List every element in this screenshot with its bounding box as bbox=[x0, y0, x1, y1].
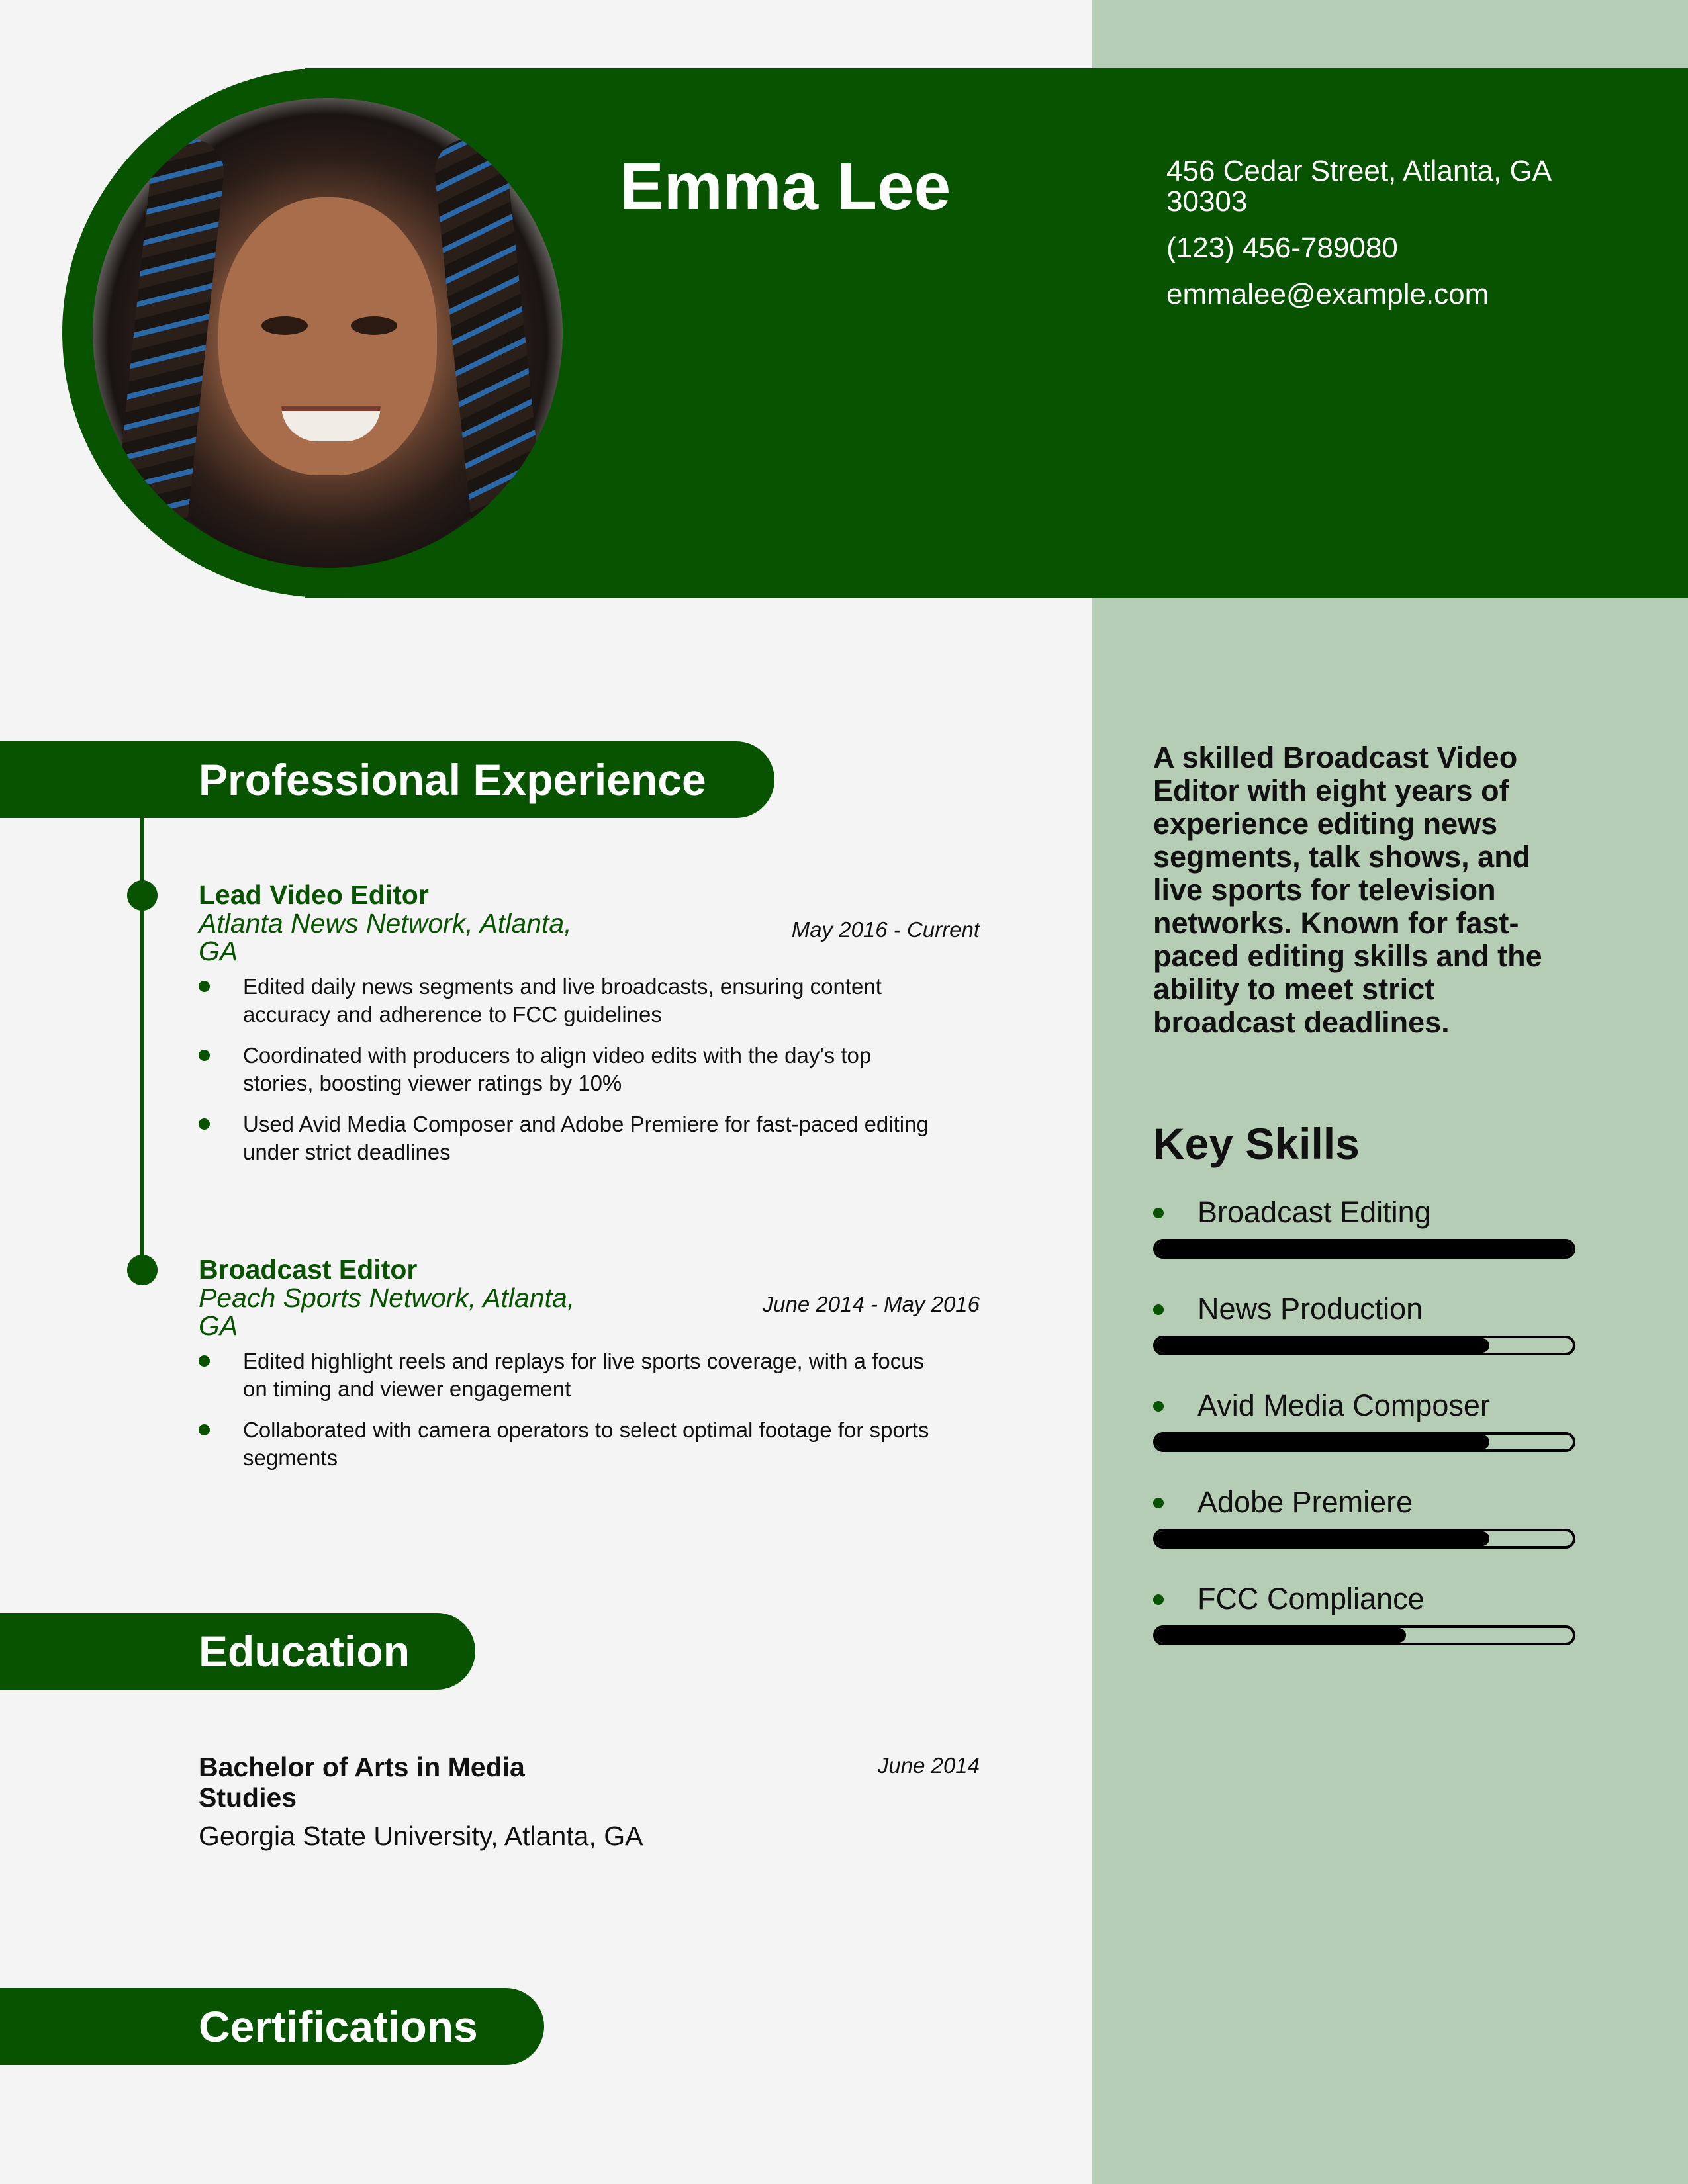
skill-bar-fill bbox=[1156, 1242, 1573, 1256]
skill-label: News Production bbox=[1153, 1292, 1577, 1326]
professional-summary: A skilled Broadcast Video Editor with eight years of experience editing news segments, talk shows, and live sports for television networks. Known for fast-paced editing skills and the ability to meet strict broadcast deadlines. bbox=[1153, 741, 1542, 1039]
skill-label: FCC Compliance bbox=[1153, 1582, 1577, 1616]
section-heading-education: Education bbox=[0, 1613, 475, 1690]
skill-label: Adobe Premiere bbox=[1153, 1485, 1577, 1520]
skill-label: Avid Media Composer bbox=[1153, 1388, 1577, 1423]
skill-item bbox=[1153, 1485, 1577, 1549]
graduation-date: June 2014 bbox=[877, 1753, 980, 1778]
school-name: Georgia State University, Atlanta, GA bbox=[199, 1821, 643, 1851]
skill-bar-fill bbox=[1156, 1435, 1489, 1449]
skill-bar-fill bbox=[1156, 1531, 1489, 1546]
job-company: Atlanta News Network, Atlanta, GA bbox=[199, 908, 572, 966]
skill-bar-fill bbox=[1156, 1338, 1489, 1353]
skill-bar bbox=[1153, 1336, 1575, 1355]
skill-bar bbox=[1153, 1625, 1575, 1645]
job-company: Peach Sports Network, Atlanta, GA bbox=[199, 1283, 575, 1341]
bullet-item: Edited highlight reels and replays for live sports coverage, with a focus on timing and viewer engagement bbox=[199, 1347, 933, 1403]
bullet-item: Used Avid Media Composer and Adobe Premiere for fast-paced editing under strict deadlines bbox=[199, 1111, 933, 1166]
job-bullets bbox=[199, 973, 980, 1166]
bullet-item: Edited daily news segments and live broadcasts, ensuring content accuracy and adherence to FCC guidelines bbox=[199, 973, 933, 1028]
skill-item bbox=[1153, 1292, 1577, 1355]
skill-bar-fill bbox=[1156, 1628, 1406, 1643]
job-title: Broadcast Editor bbox=[199, 1254, 418, 1285]
skill-item bbox=[1153, 1582, 1577, 1645]
phone-text: (123) 456-789080 bbox=[1166, 232, 1398, 264]
eye-left bbox=[261, 316, 308, 335]
skill-item bbox=[1153, 1195, 1577, 1259]
profile-photo bbox=[93, 98, 563, 568]
job-title: Lead Video Editor bbox=[199, 880, 429, 910]
section-heading-experience: Professional Experience bbox=[0, 741, 774, 818]
skill-bar bbox=[1153, 1239, 1575, 1259]
skill-item bbox=[1153, 1388, 1577, 1452]
job-dates: May 2016 - Current bbox=[791, 917, 980, 942]
job-bullets bbox=[199, 1347, 980, 1472]
timeline-dot bbox=[127, 1255, 158, 1285]
skills-heading: Key Skills bbox=[1153, 1119, 1360, 1168]
job-entry bbox=[199, 1255, 980, 1485]
candidate-name: Emma Lee bbox=[620, 150, 951, 224]
job-entry bbox=[199, 880, 980, 1179]
contact-block bbox=[1166, 156, 1630, 326]
email-text: emmalee@example.com bbox=[1166, 278, 1489, 310]
job-dates: June 2014 - May 2016 bbox=[762, 1292, 980, 1316]
skill-bar bbox=[1153, 1529, 1575, 1549]
degree-title: Bachelor of Arts in Media Studies bbox=[199, 1752, 525, 1813]
section-heading-certifications: Certifications bbox=[0, 1988, 544, 2065]
eye-right bbox=[351, 316, 397, 335]
skill-bar bbox=[1153, 1432, 1575, 1452]
skill-label: Broadcast Editing bbox=[1153, 1195, 1577, 1230]
timeline-dot bbox=[127, 880, 158, 911]
address-text: 456 Cedar Street, Atlanta, GA 30303 bbox=[1166, 155, 1550, 218]
education-entry bbox=[199, 1752, 980, 1852]
bullet-item: Collaborated with camera operators to select optimal footage for sports segments bbox=[199, 1416, 933, 1472]
bullet-item: Coordinated with producers to align video edits with the day's top stories, boosting viewer ratings by 10% bbox=[199, 1042, 933, 1097]
